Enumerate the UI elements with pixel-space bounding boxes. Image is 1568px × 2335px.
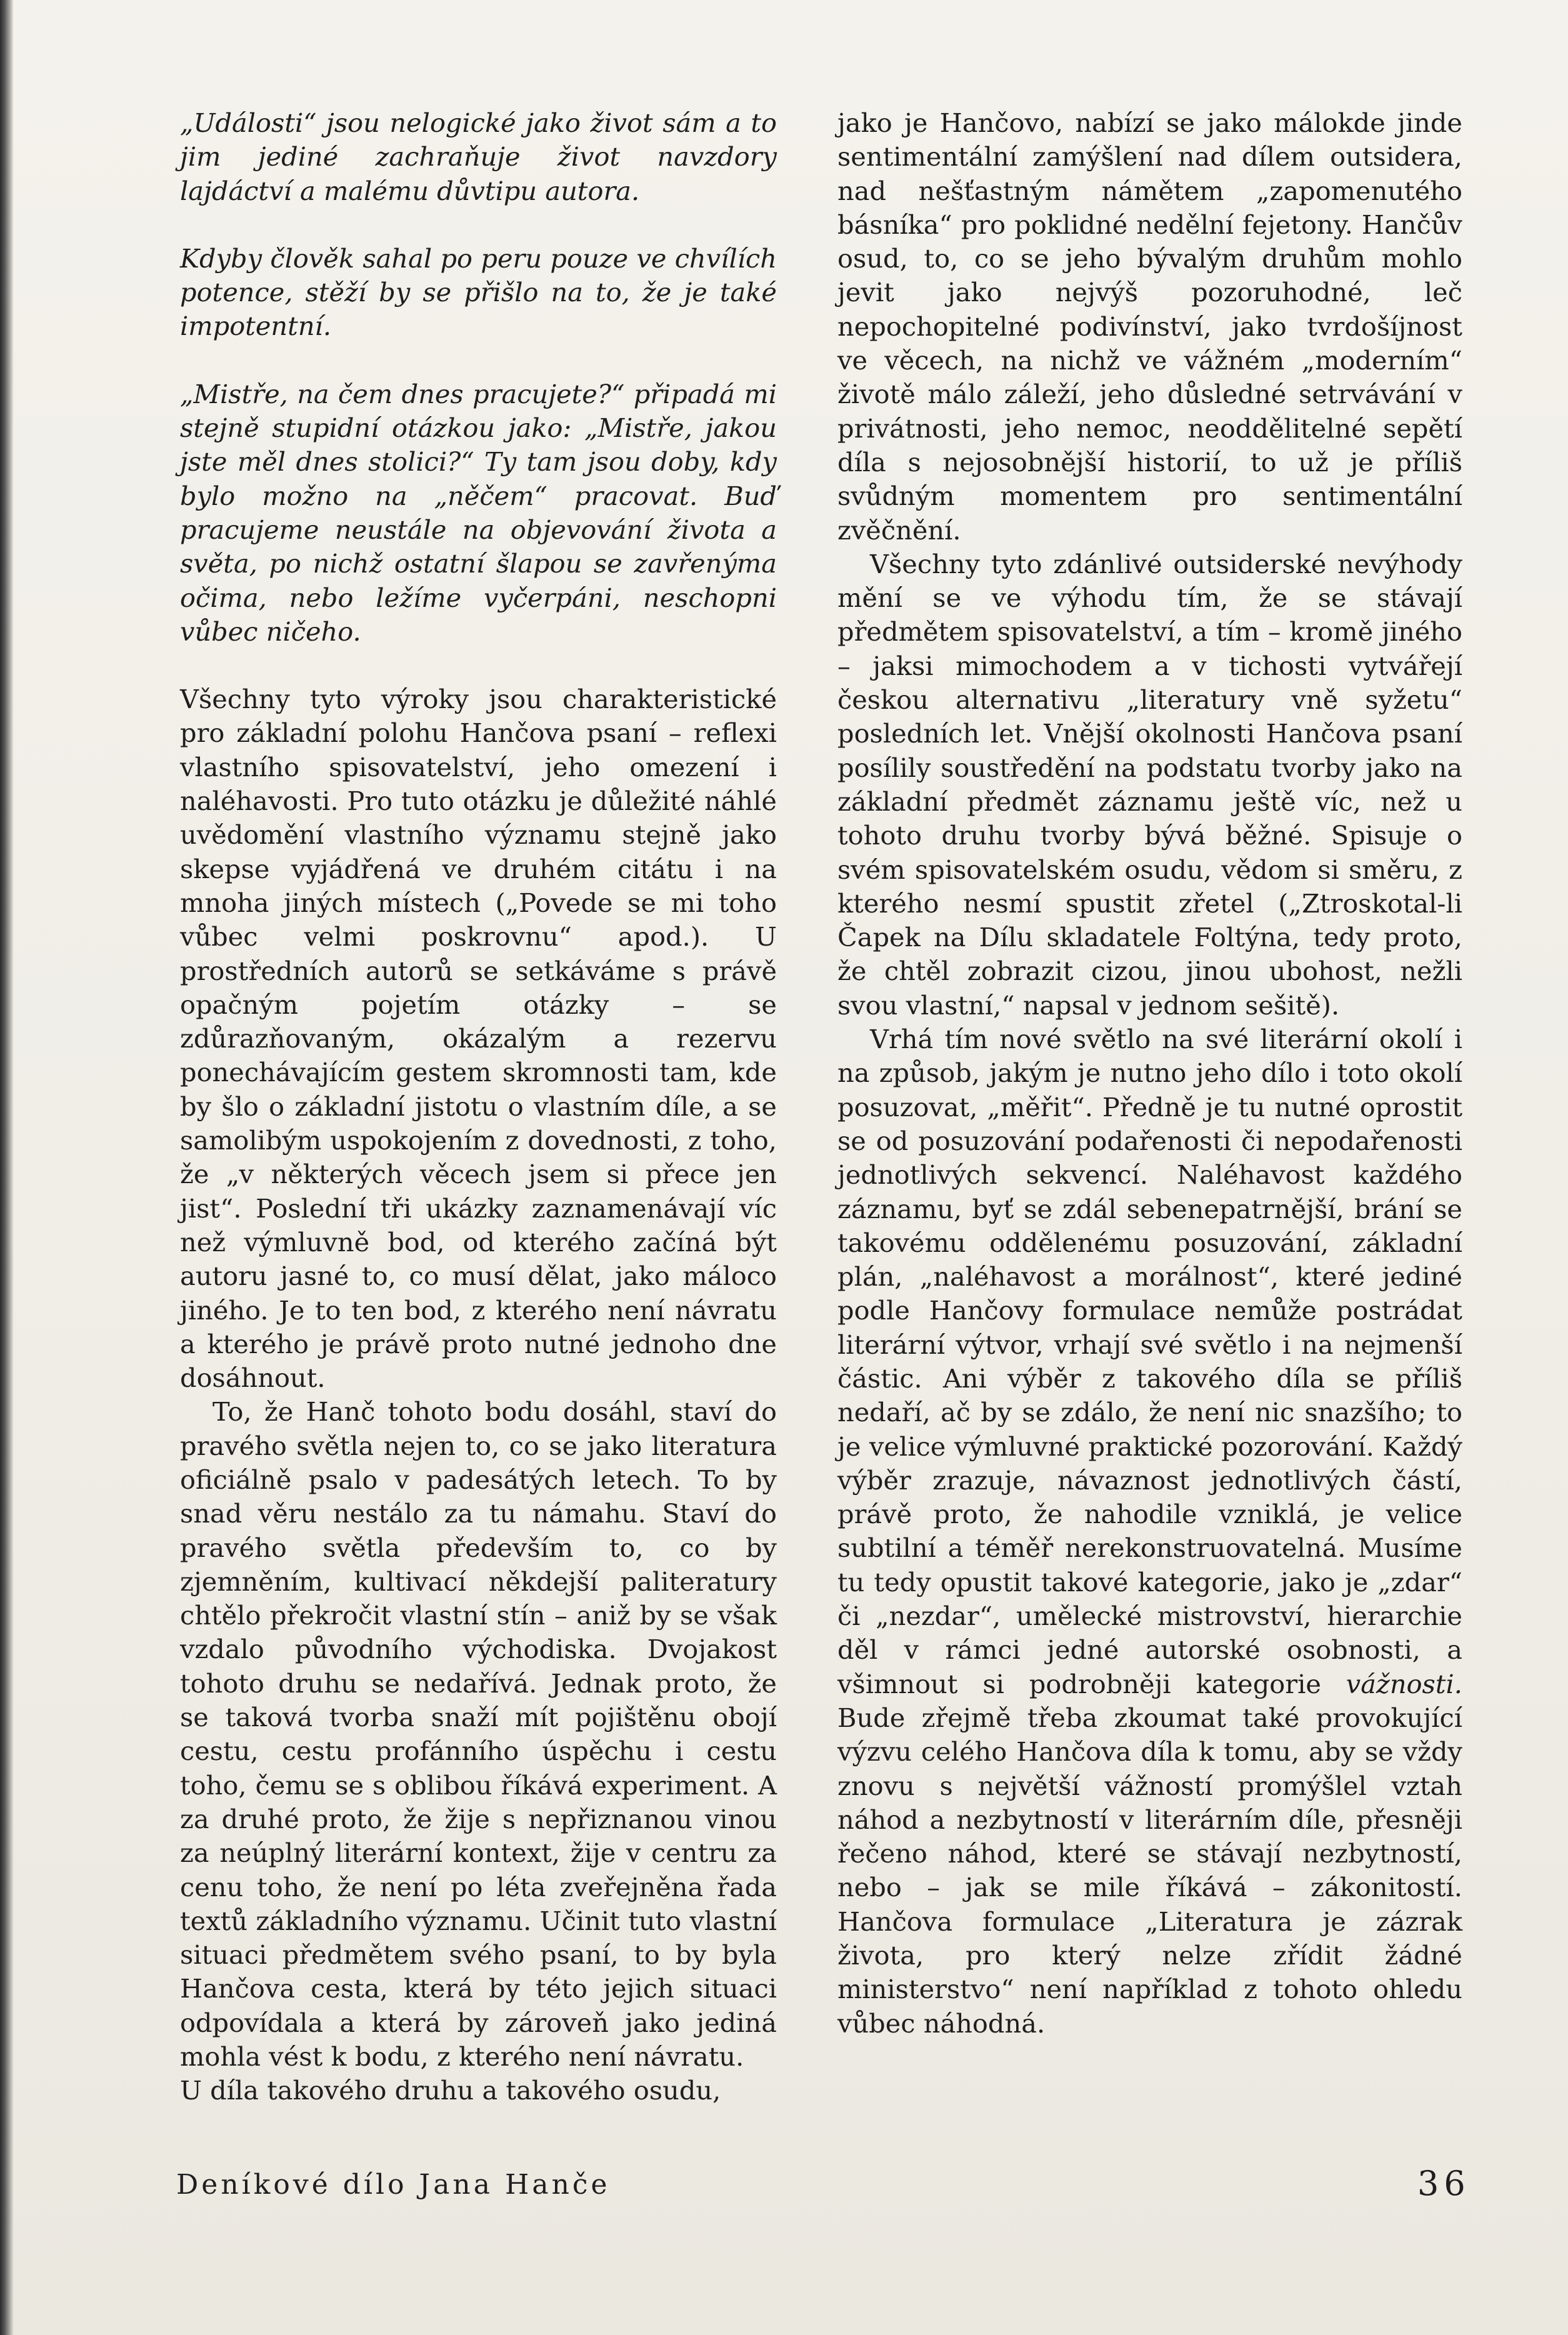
emphasis-seriousness: vážnosti. [1346,1668,1462,1699]
quote-potence: Kdyby člověk sahal po peru pouze ve chvílích potence, stěží by se přišlo na to, že je také impotentní. [180,242,777,342]
right-text-column [837,106,1462,2041]
paragraph-new-light-continued: Bude zřejmě třeba zkoumat také provokující výzvu celého Hančova díla k tomu, aby se vždy znovu s největší vážností promýšlel vztah náhod a nezbytností v literárním díle, přesněji řečeno náhod, které se stávají nezbytností, nebo – jak se mile říkává – zákonitostí. Hančova formulace „Literatura je zázrak života, pro který nelze zřídit žádné ministerstvo“ není například z tohoto ohledu vůbec náhodná. [837,1702,1462,2039]
page-number: 36 [1417,2164,1471,2203]
paragraph-disadvantages: Všechny tyto zdánlivé outsiderské nevýhody mění se ve výhodu tím, že se stávají předmětem spisovatelství, a tím – kromě jiného – jaksi mimochodem a v tichosti vytvářejí českou alternativu „literatury vně syžetu“ posledních let. Vnější okolnosti Hančova psaní posílily soustředění na podstatu tvorby jako na základní předmět záznamu ještě víc, než u tohoto druhu tvorby bývá běžné. Spisuje o svém spisovatelském osudu, vědom si směru, z kterého nesmí spustit zřetel („Ztroskotal-li Čapek na Dílu skladatele Foltýna, tedy proto, že chtěl zobrazit cizou, jinou ubohost, nežli svou vlastní,“ napsal v jednom sešitě). [837,548,1462,1021]
paragraph-point-reached: To, že Hanč tohoto bodu dosáhl, staví do pravého světla nejen to, co se jako literatura oficiálně psalo v padesátých letech. To by snad věru nestálo za tu námahu. Staví do pravého světla především to, co by zjemněním, kultivací někdejší paliteratury chtělo překročit vlastní stín – aniž by se však vzdalo původního východiska. Dvojakost tohoto druhu se nedařívá. Jednak proto, že se taková tvorba snaží mít pojištěnu obojí cestu, cestu profánního úspěchu i cestu toho, čemu se s oblibou říkává experiment. A za druhé proto, že žije s nepřiznanou vinou za neúplný literární kontext, žije v centru za cenu toho, že není po léta zveřejněna řada textů základního významu. Učinit tuto vlastní situaci předmětem svého psaní, to by byla Hančova cesta, která by této jejich situaci odpovídala a která by zároveň jako jediná mohla vést k bodu, z kterého není návratu. [180,1396,777,2072]
quote-master: „Mistře, na čem dnes pracujete?“ připadá mi stejně stupidní otázkou jako: „Mistře, jakou jste měl dnes stolici?“ Ty tam jsou doby, kdy bylo možno na „něčem“ pracovat. Buď pracujeme neustále na objevování života a světa, po nichž ostatní šlapou se zavřenýma očima, nebo ležíme vyčerpáni, neschopni vůbec ničeho. [180,378,777,647]
page-binding-shadow [0,0,14,2335]
paragraph-new-light-text: Vrhá tím nové světlo na své literární okolí i na způsob, jakým je nutno jeho dílo i toto okolí posuzovat, „měřit“. Předně je tu nutné oprostit se od posuzování podařenosti či nepodařenosti jednotlivých sekvencí. Naléhavost každého záznamu, byť se zdál sebenepatrnější, brání se takovému oddělenému posuzování, základní plán, „naléhavost a morálnost“, které jediné podle Hančovy formulace nemůže postrádat literární výtvor, vrhají své světlo i na nejmenší částic. Ani výběr z takového díla se příliš nedaří, ač by se zdálo, že není nic snazšího; to je velice výmluvné praktické pozorování. Každý výběr zrazuje, návaznost jednotlivých částí, právě proto, že nahodile vzniklá, je velice subtilní a téměř nerekonstruovatelná. Musíme tu tedy opustit takové kategorie, jako je „zdar“ či „nezdar“, umělecké mistrovství, hierarchie děl v rámci jedné autorské osobnosti, a všimnout si podrobněji kategorie [837,1024,1462,1699]
paragraph-fate-start: U díla takového druhu a takového osudu, [180,2075,721,2106]
paragraph-characteristic: Všechny tyto výroky jsou charakteristické pro základní polohu Hančova psaní – reflexi vlastního spisovatelství, jeho omezení i naléhavosti. Pro tuto otázku je důležité náhlé uvědomění vlastního významu stejně jako skepse vyjádřená ve druhém citátu i na mnoha jiných místech („Povede se mi toho vůbec velmi poskrovnu“ apod.). U prostředních autorů se setkáváme s právě opačným pojetím otázky – se zdůrazňovaným, okázalým a rezervu ponechávajícím gestem skromnosti tam, kde by šlo o základní jistotu o vlastním díle, a se samolibým uspokojením z dovednosti, z toho, že „v některých věcech jsem si přece jen jist“. Poslední tři ukázky zaznamenávají víc než výmluvně bod, od kterého začíná být autoru jasné to, co musí dělat, jako máloco jiného. Je to ten bod, z kterého není návratu a kterého je právě proto nutné jednoho dne dosáhnout. [180,684,777,1394]
quote-events: „Události“ jsou nelogické jako život sám a to jim jediné zachraňuje život navzdory lajdáctví a malému důvtipu autora. [180,108,777,206]
running-footer-title: Deníkové dílo Jana Hanče [176,2169,611,2201]
left-text-column [180,106,777,2108]
paragraph-new-light [837,1022,1462,2041]
paragraph-outsider: jako je Hančovo, nabízí se jako málokde jinde sentimentální zamýšlení nad dílem outsidera, nad nešťastným námětem „zapomenutého básníka“ pro poklidné nedělní fejetony. Hančův osud, to, co se jeho bývalým druhům mohlo jevit jako nejvýš pozoruhodné, leč nepochopitelné podivínství, jako tvrdošíjnost ve věcech, na nichž ve vážném „moderním“ životě málo záleží, jeho důsledné setrvávání v privátnosti, jeho nemoc, neoddělitelné sepětí díla s nejosobnější historií, to už je příliš svůdným momentem pro sentimentální zvěčnění. [837,108,1462,546]
